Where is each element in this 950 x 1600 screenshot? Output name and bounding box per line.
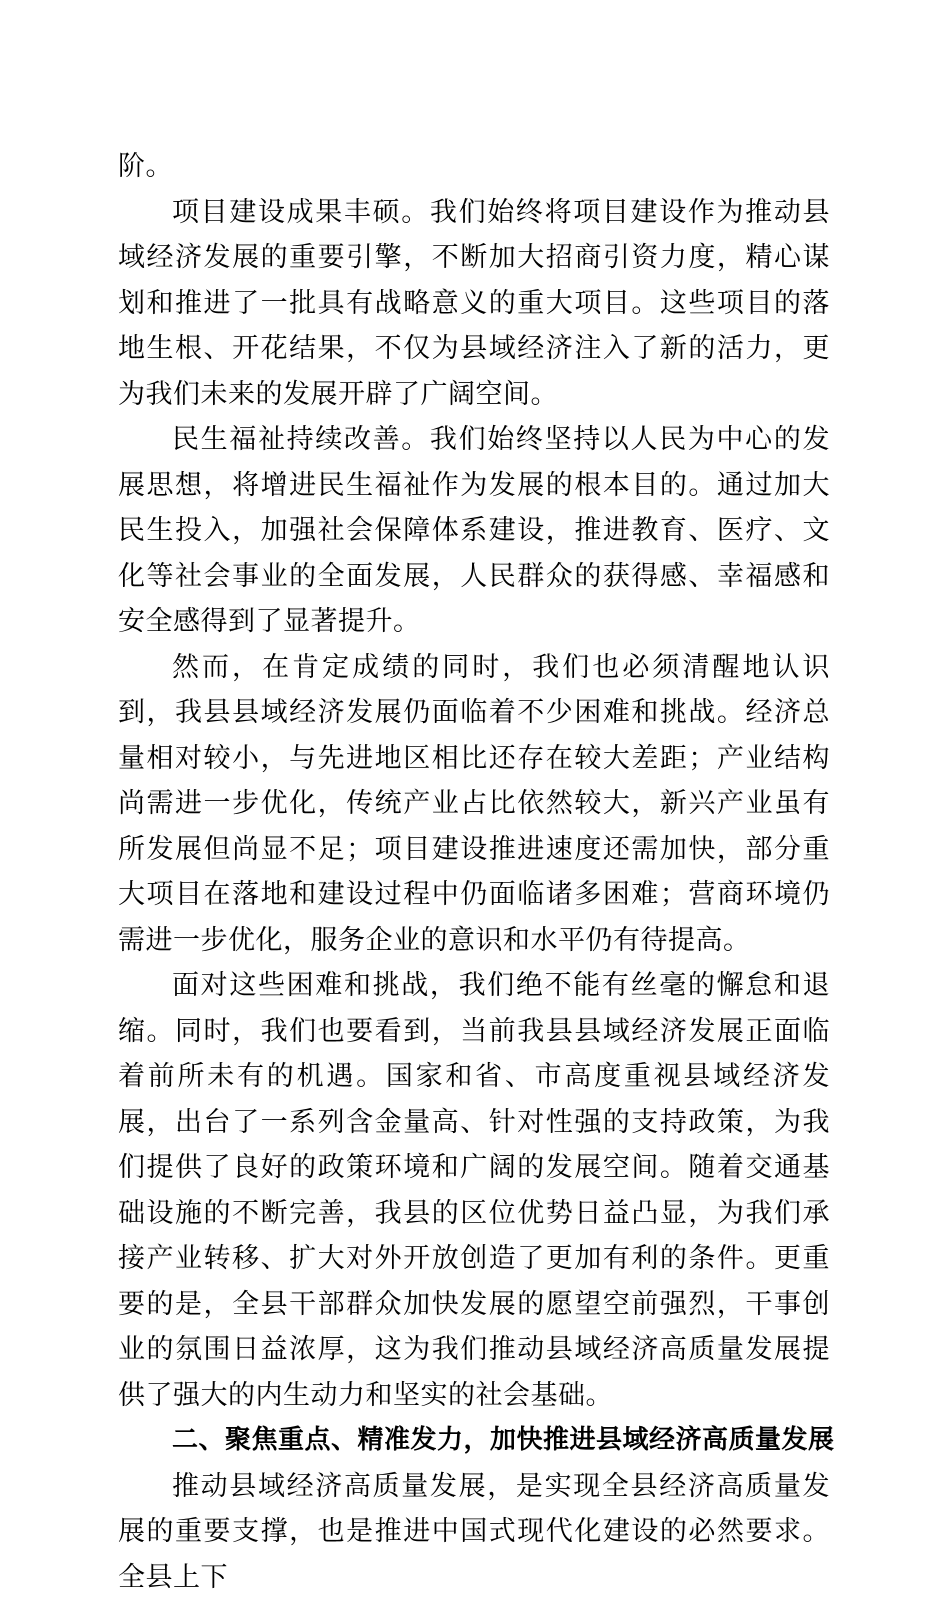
paragraph-opportunities: 面对这些困难和挑战，我们绝不能有丝毫的懈怠和退缩。同时，我们也要看到，当前我县县域经济发展正面临着前所未有的机遇。国家和省、市高度重视县域经济发展，出台了一系列含金量高、针对性强的支持政策，为我们提供了良好的政策环境和广阔的发展空间。随着交通基础设施的不断完善，我县的区位优势日益凸显，为我们承接产业转移、扩大对外开放创造了更加有利的条件。更重要的是，全县干部群众加快发展的愿望空前强烈，干事创业的氛围日益浓厚，这为我们推动县域经济高质量发展提供了强大的内生动力和坚实的社会基础。 bbox=[118, 963, 830, 1418]
document-body bbox=[118, 144, 830, 1600]
paragraph-project-construction: 项目建设成果丰硕。我们始终将项目建设作为推动县域经济发展的重要引擎，不断加大招商引资力度，精心谋划和推进了一批具有战略意义的重大项目。这些项目的落地生根、开花结果，不仅为县域经济注入了新的活力，更为我们未来的发展开辟了广阔空间。 bbox=[118, 190, 830, 418]
paragraph-continuation: 阶。 bbox=[118, 144, 830, 190]
section-heading: 二、聚焦重点、精准发力，加快推进县域经济高质量发展 bbox=[118, 1418, 830, 1464]
paragraph-livelihood: 民生福祉持续改善。我们始终坚持以人民为中心的发展思想，将增进民生福祉作为发展的根本目的。通过加大民生投入，加强社会保障体系建设，推进教育、医疗、文化等社会事业的全面发展，人民群众的获得感、幸福感和安全感得到了显著提升。 bbox=[118, 417, 830, 645]
paragraph-challenges: 然而，在肯定成绩的同时，我们也必须清醒地认识到，我县县域经济发展仍面临着不少困难和挑战。经济总量相对较小，与先进地区相比还存在较大差距；产业结构尚需进一步优化，传统产业占比依然较大，新兴产业虽有所发展但尚显不足；项目建设推进速度还需加快，部分重大项目在落地和建设过程中仍面临诸多困难；营商环境仍需进一步优化，服务企业的意识和水平仍有待提高。 bbox=[118, 645, 830, 964]
paragraph-section-intro: 推动县域经济高质量发展，是实现全县经济高质量发展的重要支撑，也是推进中国式现代化建设的必然要求。全县上下 bbox=[118, 1464, 830, 1600]
